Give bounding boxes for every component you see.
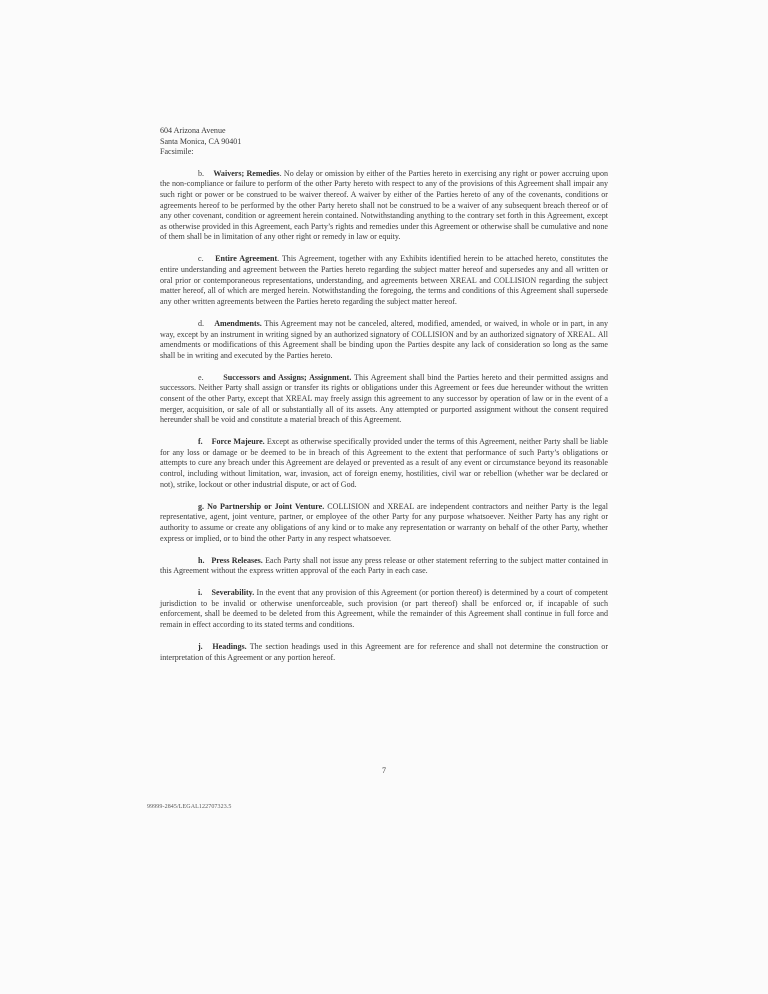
section-text: This Agreement may not be canceled, altered, modified, amended, or waived, in whole or in part, in any way, except by an instrument in writing signed by an authorized signatory of COLLISION and by an authorized signatory of XREAL. All amendments or modifications of this Agreement shall be binding upon the Parties despite any lack of consideration so long as the same shall be in writing and executed by the Parties hereto.	[160, 318, 609, 360]
section-text: The section headings used in this Agreement are for reference and shall not determine the construction or interpretation of this Agreement or any portion hereof.	[160, 642, 608, 662]
address-line-3: Facsimile:	[160, 147, 194, 157]
section-heading: Entire Agreement	[215, 254, 278, 264]
section-letter: d.	[198, 318, 205, 328]
section-amendments	[160, 319, 608, 361]
section-severability	[160, 588, 608, 630]
section-letter: h.	[198, 555, 205, 565]
section-text: This Agreement shall bind the Parties hereto and their permitted assigns and successors. Neither Party shall assign or transfer its rights or obligations under this Agreement or fees due hereunder without the written consent of the other Party, except that XREAL may freely assign this agreement to any successor by operation of law or in the event of a merger, acquisition, or sale of all or substantially all of its assets. Any attempted or purported assignment without the consent required hereunder shall be void and constitute a material breach of this Agreement.	[160, 372, 608, 425]
address-line-2: Santa Monica, CA 90401	[160, 136, 242, 146]
section-heading: Waivers; Remedies	[213, 168, 280, 178]
section-letter: f.	[198, 437, 203, 447]
section-heading: Amendments.	[214, 318, 262, 328]
document-id: 99999-2845/LEGAL122707323.5	[147, 804, 232, 810]
page-number: 7	[382, 766, 386, 775]
section-text: . This Agreement, together with any Exhibits identified herein to be attached hereto, constitutes the entire understanding and agreement between the Parties hereto regarding the subject matter hereof and supersedes any and all written or oral prior or contemporaneous representations, understanding, and agreements between XREAL and COLLISION regarding the subject matter hereof, all of which are merged herein. Notwithstanding the foregoing, the terms and conditions of this Agreement shall supersede any other written agreements between the Parties hereto regarding the subject matter hereof.	[160, 254, 608, 306]
section-text: In the event that any provision of this Agreement (or portion thereof) is determined by a court of competent jurisdiction to be invalid or otherwise unenforceable, such provision (or part thereof) shall be enforced or, if incapable of such enforcement, shall be deemed to be deleted from this Agreement, while the remainder of this Agreement shall continue in full force and remain in effect according to its stated terms and conditions.	[160, 588, 608, 630]
document-body	[160, 126, 608, 675]
address-block	[160, 126, 608, 158]
section-force-majeure	[160, 437, 608, 490]
section-letter: i.	[198, 588, 203, 598]
section-headings	[160, 642, 608, 663]
section-letter: g.	[198, 501, 205, 511]
section-text: COLLISION and XREAL are independent contractors and neither Party is the legal representative, agent, joint venture, partner, or employee of the other Party for any purpose whatsoever. Neither Party has any right or authority to assume or create any obligations of any kind or to make any representation or warranty on behalf of the other Party, whether express or implied, or to bind the other Party in any respect whatsoever.	[160, 501, 608, 543]
section-text: Except as otherwise specifically provided under the terms of this Agreement, neither Party shall be liable for any loss or damage or be deemed to be in breach of this Agreement to the extent that performance of such Party’s obligations or attempts to cure any breach under this Agreement are delayed or prevented as a result of any event or circumstance beyond its reasonable control, including without limitation, war, invasion, act of foreign enemy, hostilities, civil war or rebellion (whether war be declared or not), strike, lockout or other industrial dispute, or act of God.	[160, 437, 609, 489]
section-waivers-remedies	[160, 169, 608, 243]
section-heading: Successors and Assigns; Assignment.	[223, 372, 352, 382]
section-heading: No Partnership or Joint Venture.	[207, 501, 325, 511]
section-letter: b.	[198, 168, 205, 178]
section-text: . No delay or omission by either of the Parties hereto in exercising any right or power accruing upon the non-compliance or failure to perform of the other Party hereto with respect to any of the provisions of this Agreement shall impair any such right or power or be construed to be waiver thereof. A waiver by either of the Parties hereto of any of the covenants, conditions or agreements hereof to be performed by the other Party hereto shall not be construed to be a waiver of any subsequent breach thereof or of any other covenant, condition or agreement herein contained. Notwithstanding anything to the contrary set forth in this Agreement, except as otherwise provided in this Agreement, each Party’s rights and remedies under this Agreement or otherwise shall be cumulative and none of them shall be in limitation of any other right or remedy in law or equity.	[160, 168, 608, 242]
section-heading: Press Releases.	[211, 555, 263, 565]
section-heading: Severability.	[211, 588, 255, 598]
section-entire-agreement	[160, 254, 608, 307]
section-letter: c.	[198, 254, 204, 264]
section-successors-assigns	[160, 373, 608, 426]
section-text: Each Party shall not issue any press release or other statement referring to the subject matter contained in this Agreement without the express written approval of the each Party in each case.	[160, 555, 608, 576]
section-no-partnership	[160, 502, 608, 544]
section-letter: j.	[198, 642, 203, 652]
section-letter: e.	[198, 372, 204, 382]
section-heading: Headings.	[212, 642, 247, 652]
section-heading: Force Majeure.	[211, 437, 265, 447]
section-press-releases	[160, 556, 608, 577]
address-line-1: 604 Arizona Avenue	[160, 126, 226, 135]
